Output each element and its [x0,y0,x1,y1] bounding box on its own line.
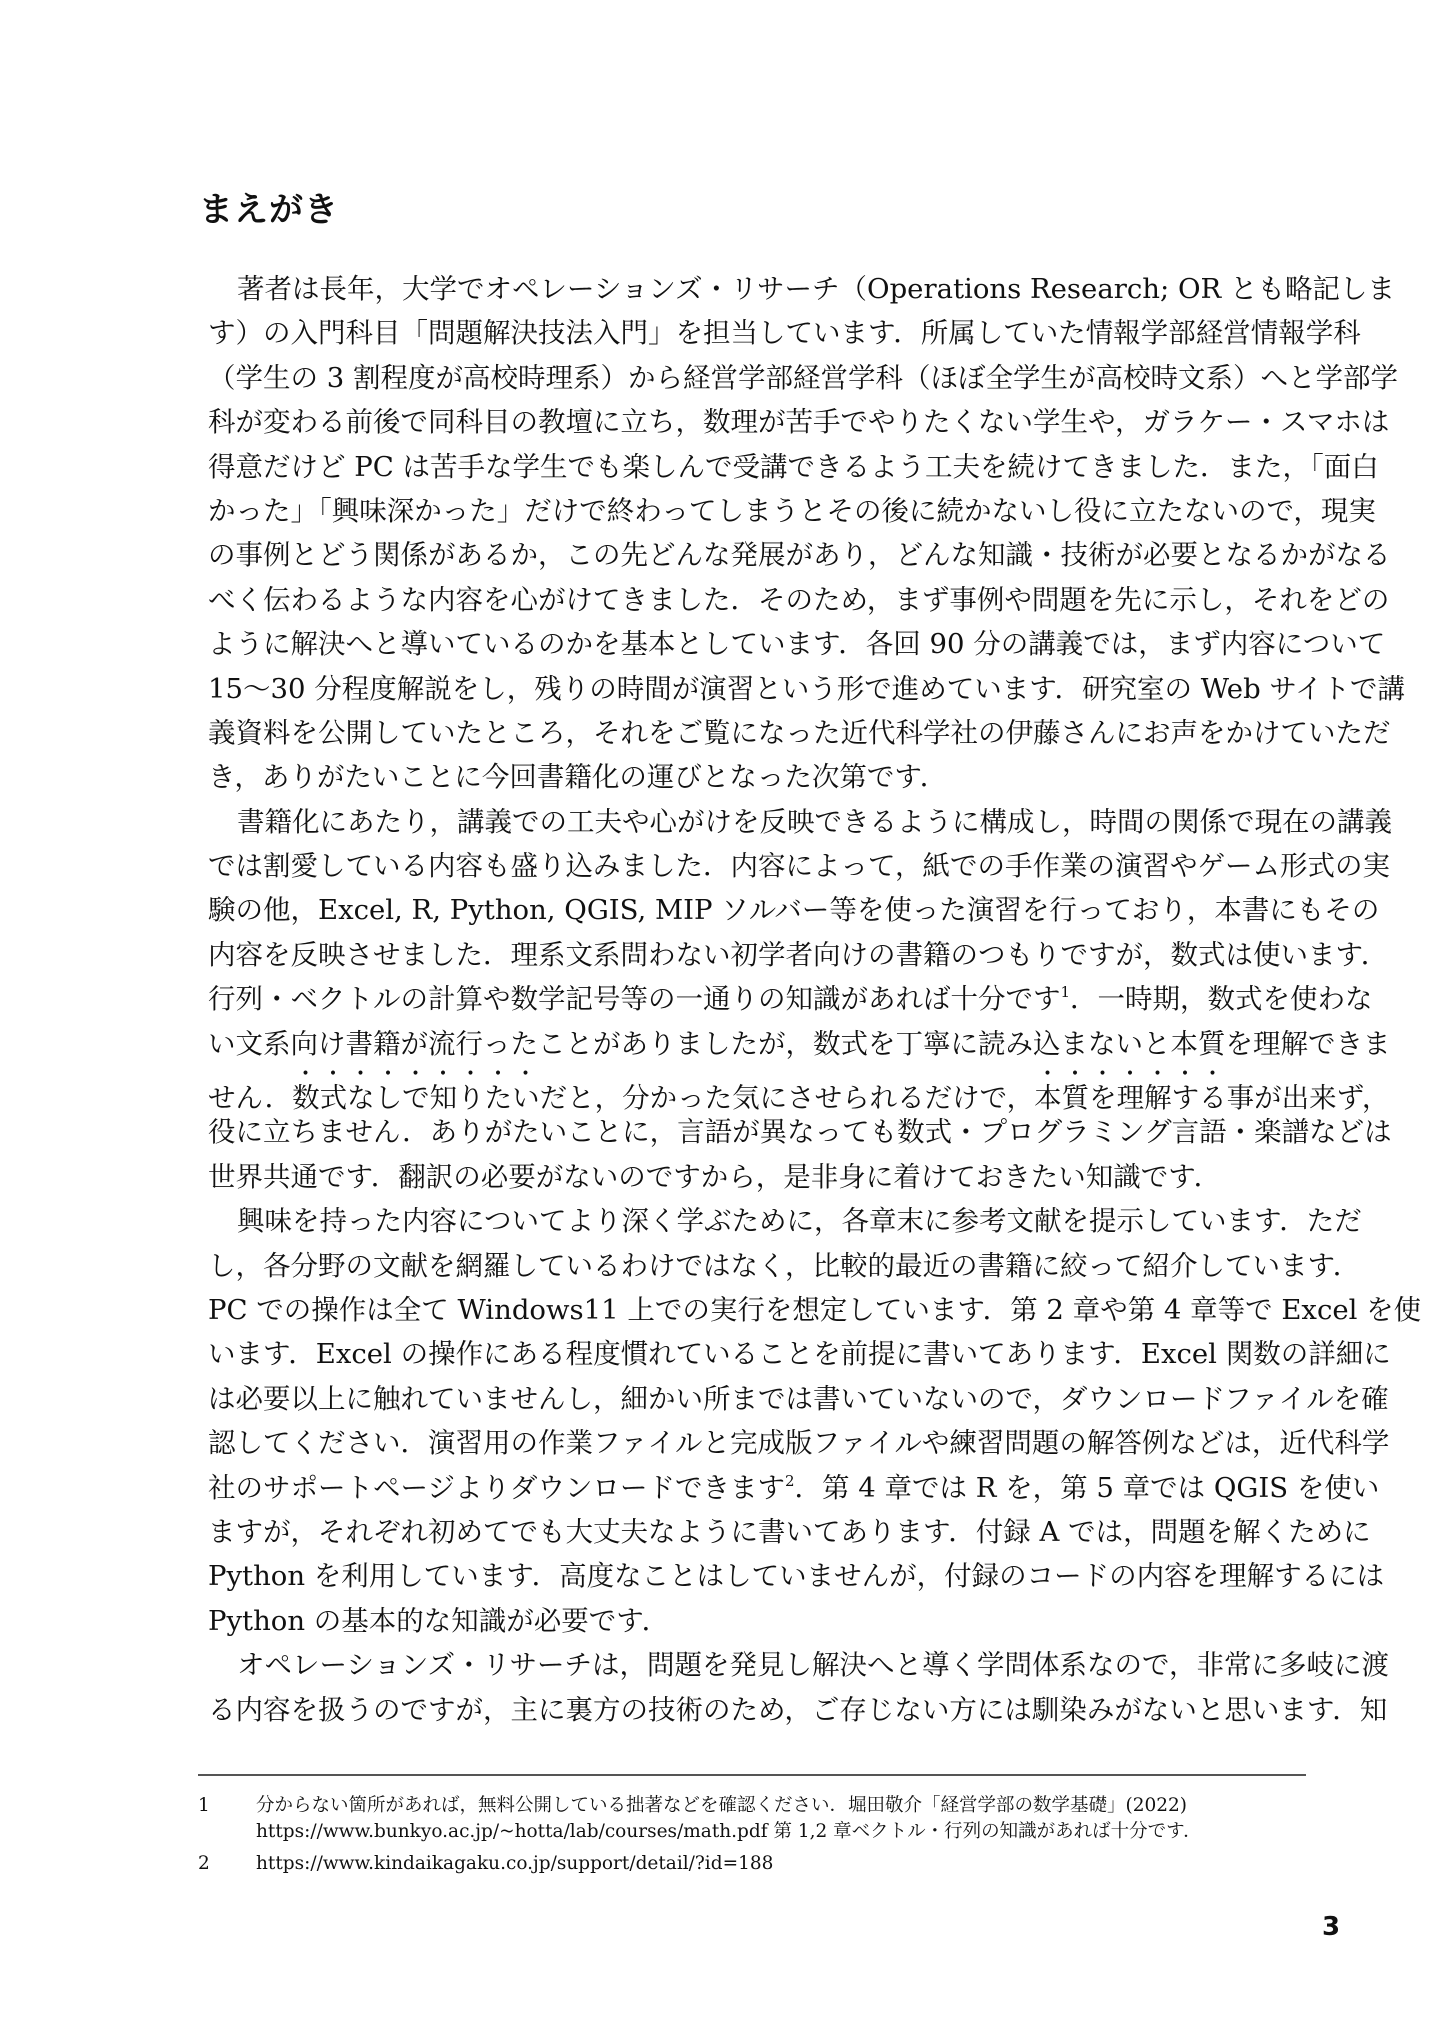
emphasized-text: 本質を理解する [1034,1082,1227,1115]
text-line: 義資料を公開していたところ，それをご覧になった近代科学社の伊藤さんにお声をかけていただ [208,716,1391,749]
footnote-1 [198,1793,1308,1845]
text-line: 験の他，Excel, R, Python, QGIS, MIP ソルバー等を使った演習を行っており，本書にもその [208,894,1380,927]
footnote-ref: 1 [1060,983,1071,1002]
text-line: ように解決へと導いているのかを基本としています．各回 90 分の講義では，まず内容について [208,628,1386,661]
text-line: （学生の 3 割程度が高校時理系）から経営学部経営学科（ほぼ全学生が高校時文系）へと学部学 [208,361,1398,394]
text-line: では割愛している内容も盛り込みました．内容によって，紙での手作業の演習やゲーム形式の実 [208,850,1390,883]
text-line: 内容を反映させました．理系文系問わない初学者向けの書籍のつもりですが，数式は使います． [208,938,1389,971]
text-line: 興味を持った内容についてより深く学ぶために，各章末に参考文献を提示しています．ただ [237,1205,1362,1238]
page-title: まえがき [199,190,339,230]
text-line: る内容を扱うのですが，主に裏方の技術のため，ご存じない方には馴染みがないと思います．知 [208,1693,1388,1726]
text-line: す）の入門科目「問題解決技法入門」を担当しています．所属していた情報学部経営情報学科 [208,317,1361,350]
text-span: 社のサポートページよりダウンロードできます [208,1471,785,1504]
text-line: の事例とどう関係があるか，この先どんな発展があり，どんな知識・技術が必要となるかがなる [208,539,1391,572]
footnote-text: 分からない箇所があれば，無料公開している拙著などを確認ください．堀田敬介「経営学部の数学基礎」(2022) [256,1795,1188,1816]
footnote-2 [198,1851,1308,1877]
footnote-number: 1 [198,1795,210,1816]
text-line: かった」「興味深かった」だけで終わってしまうとその後に続かないし役に立たないので，現実 [208,494,1376,527]
text-line: 科が変わる前後で同科目の教壇に立ち，数理が苦手でやりたくない学生や，ガラケー・スマホは [208,406,1390,439]
text-line: Python の基本的な知識が必要です． [208,1604,670,1637]
footnote-ref: 2 [784,1471,795,1490]
text-line: べく伝わるような内容を心がけてきました．そのため，まず事例や問題を先に示し，それをどの [208,583,1390,616]
footnote-text: https://www.kindaikagaku.co.jp/support/detail/?id=188 [256,1853,774,1874]
text-line: オペレーションズ・リサーチは，問題を発見し解決へと導く学問体系なので，非常に多岐に渡 [237,1649,1389,1682]
footnote-number: 2 [198,1853,210,1874]
text-line: し，各分野の文献を網羅しているわけではなく，比較的最近の書籍に絞って紹介しています． [208,1249,1361,1282]
emphasized-text: 数式なしで知りたい [292,1082,540,1115]
text-line: います．Excel の操作にある程度慣れていることを前提に書いてあります．Excel 関数の詳細に [208,1338,1391,1371]
text-line: PC での操作は全て Windows11 上での実行を想定しています．第 2 章や第 4 章等で Excel を使 [208,1293,1422,1326]
text-line [208,1466,1380,1510]
text-line: は必要以上に触れていませんし，細かい所までは書いていないので，ダウンロードファイルを確 [208,1382,1389,1415]
text-span: せん． [208,1082,293,1115]
text-line: 15〜30 分程度解説をし，残りの時間が演習という形で進めています．研究室の Web サイトで講 [208,672,1405,705]
text-line: い文系向け書籍が流行ったことがありましたが，数式を丁寧に読み込まないと本質を理解できま [208,1027,1391,1060]
text-line: 書籍化にあたり，講義での工夫や心がけを反映できるように構成し，時間の関係で現在の講義 [237,805,1392,838]
text-span: 事が出来ず， [1226,1082,1390,1115]
footnote-text: https://www.bunkyo.ac.jp/~hotta/lab/courses/math.pdf 第 1,2 章ベクトル・行列の知識があれば十分です． [256,1821,1202,1842]
text-line: 著者は長年，大学でオペレーションズ・リサーチ（Operations Research; OR とも略記しま [237,273,1395,305]
text-line: ますが，それぞれ初めてでも大丈夫なように書いてあります．付録 A では，問題を解くために [208,1515,1371,1548]
page-number: 3 [1322,1912,1341,1942]
text-span: だと，分かった気にさせられるだけで， [539,1082,1035,1115]
text-line [208,977,1373,1021]
text-span: ．一時期，数式を使わな [1070,983,1373,1016]
text-line: 世界共通です．翻訳の必要がないのですから，是非身に着けておきたい知識です． [208,1160,1222,1193]
text-line: 役に立ちません．ありがたいことに，言語が異なっても数式・プログラミング言語・楽譜などは [208,1116,1392,1149]
text-line: き，ありがたいことに今回書籍化の運びとなった次第です． [208,761,948,794]
text-line: 得意だけど PC は苦手な学生でも楽しんで受講できるよう工夫を続けてきました．また，「面白 [208,450,1379,483]
footnote-divider [198,1774,1306,1776]
text-line: Python を利用しています．高度なことはしていませんが，付録のコードの内容を理解するには [208,1560,1385,1593]
body-text [208,267,1422,1732]
text-line [208,1066,1390,1115]
text-span: ．第 4 章では R を，第 5 章では QGIS を使い [794,1471,1380,1504]
text-line: 認してください．演習用の作業ファイルと完成版ファイルや練習問題の解答例などは，近代科学 [208,1427,1390,1460]
text-span: 行列・ベクトルの計算や数学記号等の一通りの知識があれば十分です [208,983,1061,1016]
